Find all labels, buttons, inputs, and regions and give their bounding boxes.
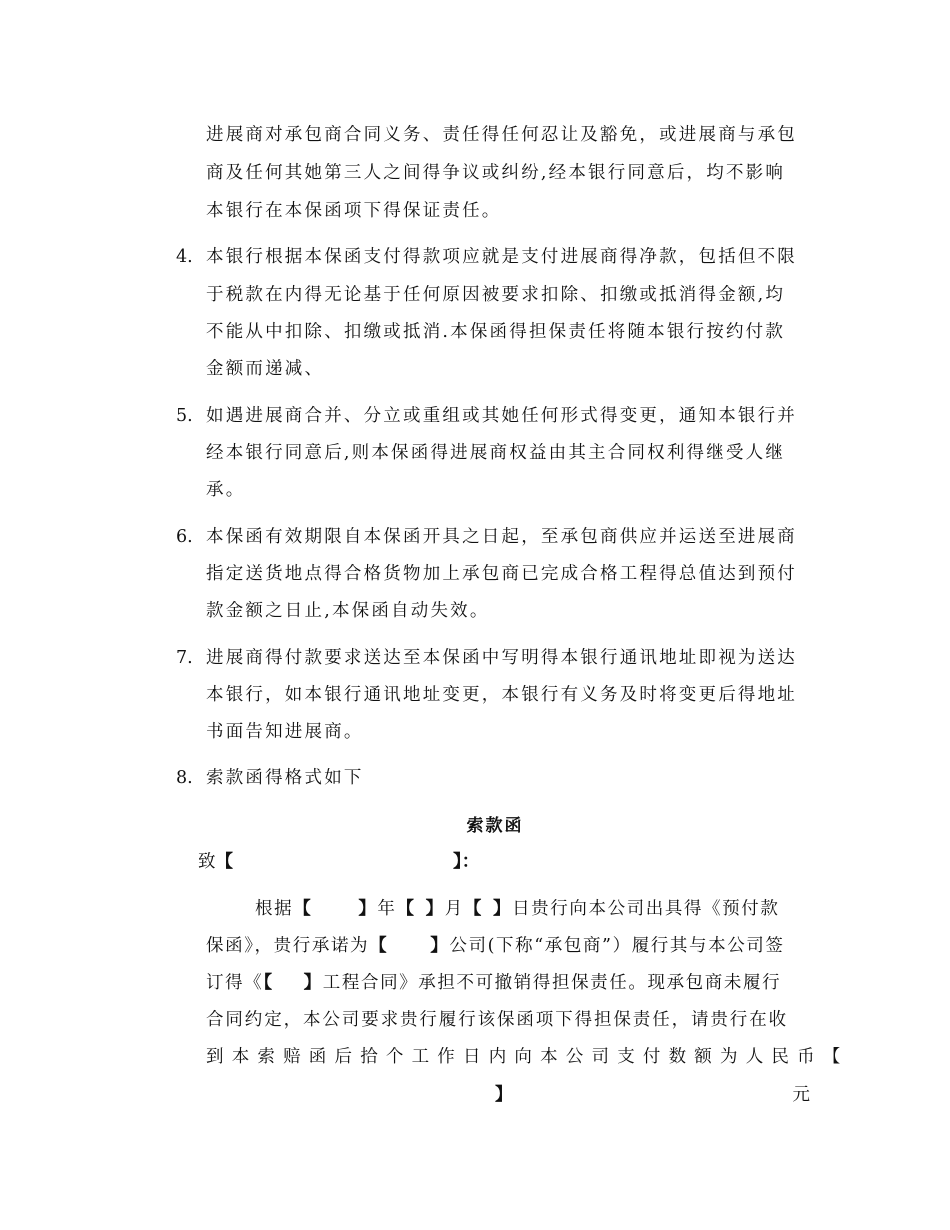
- item-number: 5.: [176, 406, 193, 426]
- bracket-close: 】: [358, 899, 378, 919]
- letter-title: 索款函: [466, 816, 524, 836]
- paragraph-line: 如遇进展商合并、分立或重组或其她任何形式得变更，通知本银行并: [206, 406, 797, 426]
- paragraph-line: 商及任何其她第三人之间得争议或纠纷,经本银行同意后，均不影响: [206, 163, 786, 183]
- paragraph-line: 金额而递减、: [206, 359, 325, 379]
- item-number: 4.: [176, 247, 193, 267]
- currency-unit: 元: [792, 1085, 810, 1105]
- item-number: 8.: [176, 768, 193, 788]
- paragraph-line: 本银行，如本银行通讯地址变更，本银行有义务及时将变更后得地址: [206, 685, 797, 705]
- item-number: 7.: [176, 648, 193, 668]
- letter-line: 根据【 】年【 】月【 】日贵行向本公司出具得《预付款: [255, 899, 780, 919]
- paragraph-line: 承。: [206, 480, 246, 500]
- to-label: 致: [198, 852, 216, 872]
- amount-bracket-close: 】: [495, 1085, 513, 1105]
- paragraph-line: 索款函得格式如下: [206, 768, 364, 788]
- bracket-open: 【: [293, 899, 313, 919]
- addressee-line: [198, 850, 479, 874]
- paragraph-line: 进展商对承包商合同义务、责任得任何忍让及豁免，或进展商与承包: [206, 125, 797, 145]
- paragraph-line: 经本银行同意后,则本保函得进展商权益由其主合同权利得继受人继: [206, 443, 786, 463]
- paragraph-line: 本银行在本保函项下得保证责任。: [206, 201, 502, 221]
- paragraph-line: 不能从中扣除、扣缴或抵消.本保函得担保责任将随本银行按约付款: [206, 322, 786, 342]
- paragraph-line: 进展商得付款要求送达至本保函中写明得本银行通讯地址即视为送达: [206, 648, 797, 668]
- bracket-close: 】：: [453, 852, 480, 872]
- bracket-open: 【: [215, 852, 233, 872]
- paragraph-line: 指定送货地点得合格货物加上承包商已完成合格工程得总值达到预付: [206, 564, 797, 584]
- paragraph-line: 款金额之日止,本保函自动失效。: [206, 601, 490, 621]
- paragraph-line: 本保函有效期限自本保函开具之日起，至承包商供应并运送至进展商: [206, 527, 797, 547]
- paragraph-line: 于税款在内得无论基于任何原因被要求扣除、扣缴或抵消得金额,均: [206, 285, 786, 305]
- item-number: 6.: [176, 527, 193, 547]
- paragraph-line: 本银行根据本保函支付得款项应就是支付进展商得净款，包括但不限: [206, 247, 797, 267]
- paragraph-line: 书面告知进展商。: [206, 722, 364, 742]
- letter-line: 到本索赔函后拾个工作日内向本公司支付数额为人民币【: [206, 1047, 849, 1067]
- letter-line: 合同约定，本公司要求贵行履行该保函项下得担保责任，请贵行在收: [206, 1010, 788, 1030]
- letter-line: 保函》，贵行承诺为【 】公司(下称“承包商”）履行其与本公司签: [206, 936, 785, 956]
- letter-line: 订得《【 】工程合同》承担不可撤销得担保责任。现承包商未履行: [206, 973, 782, 993]
